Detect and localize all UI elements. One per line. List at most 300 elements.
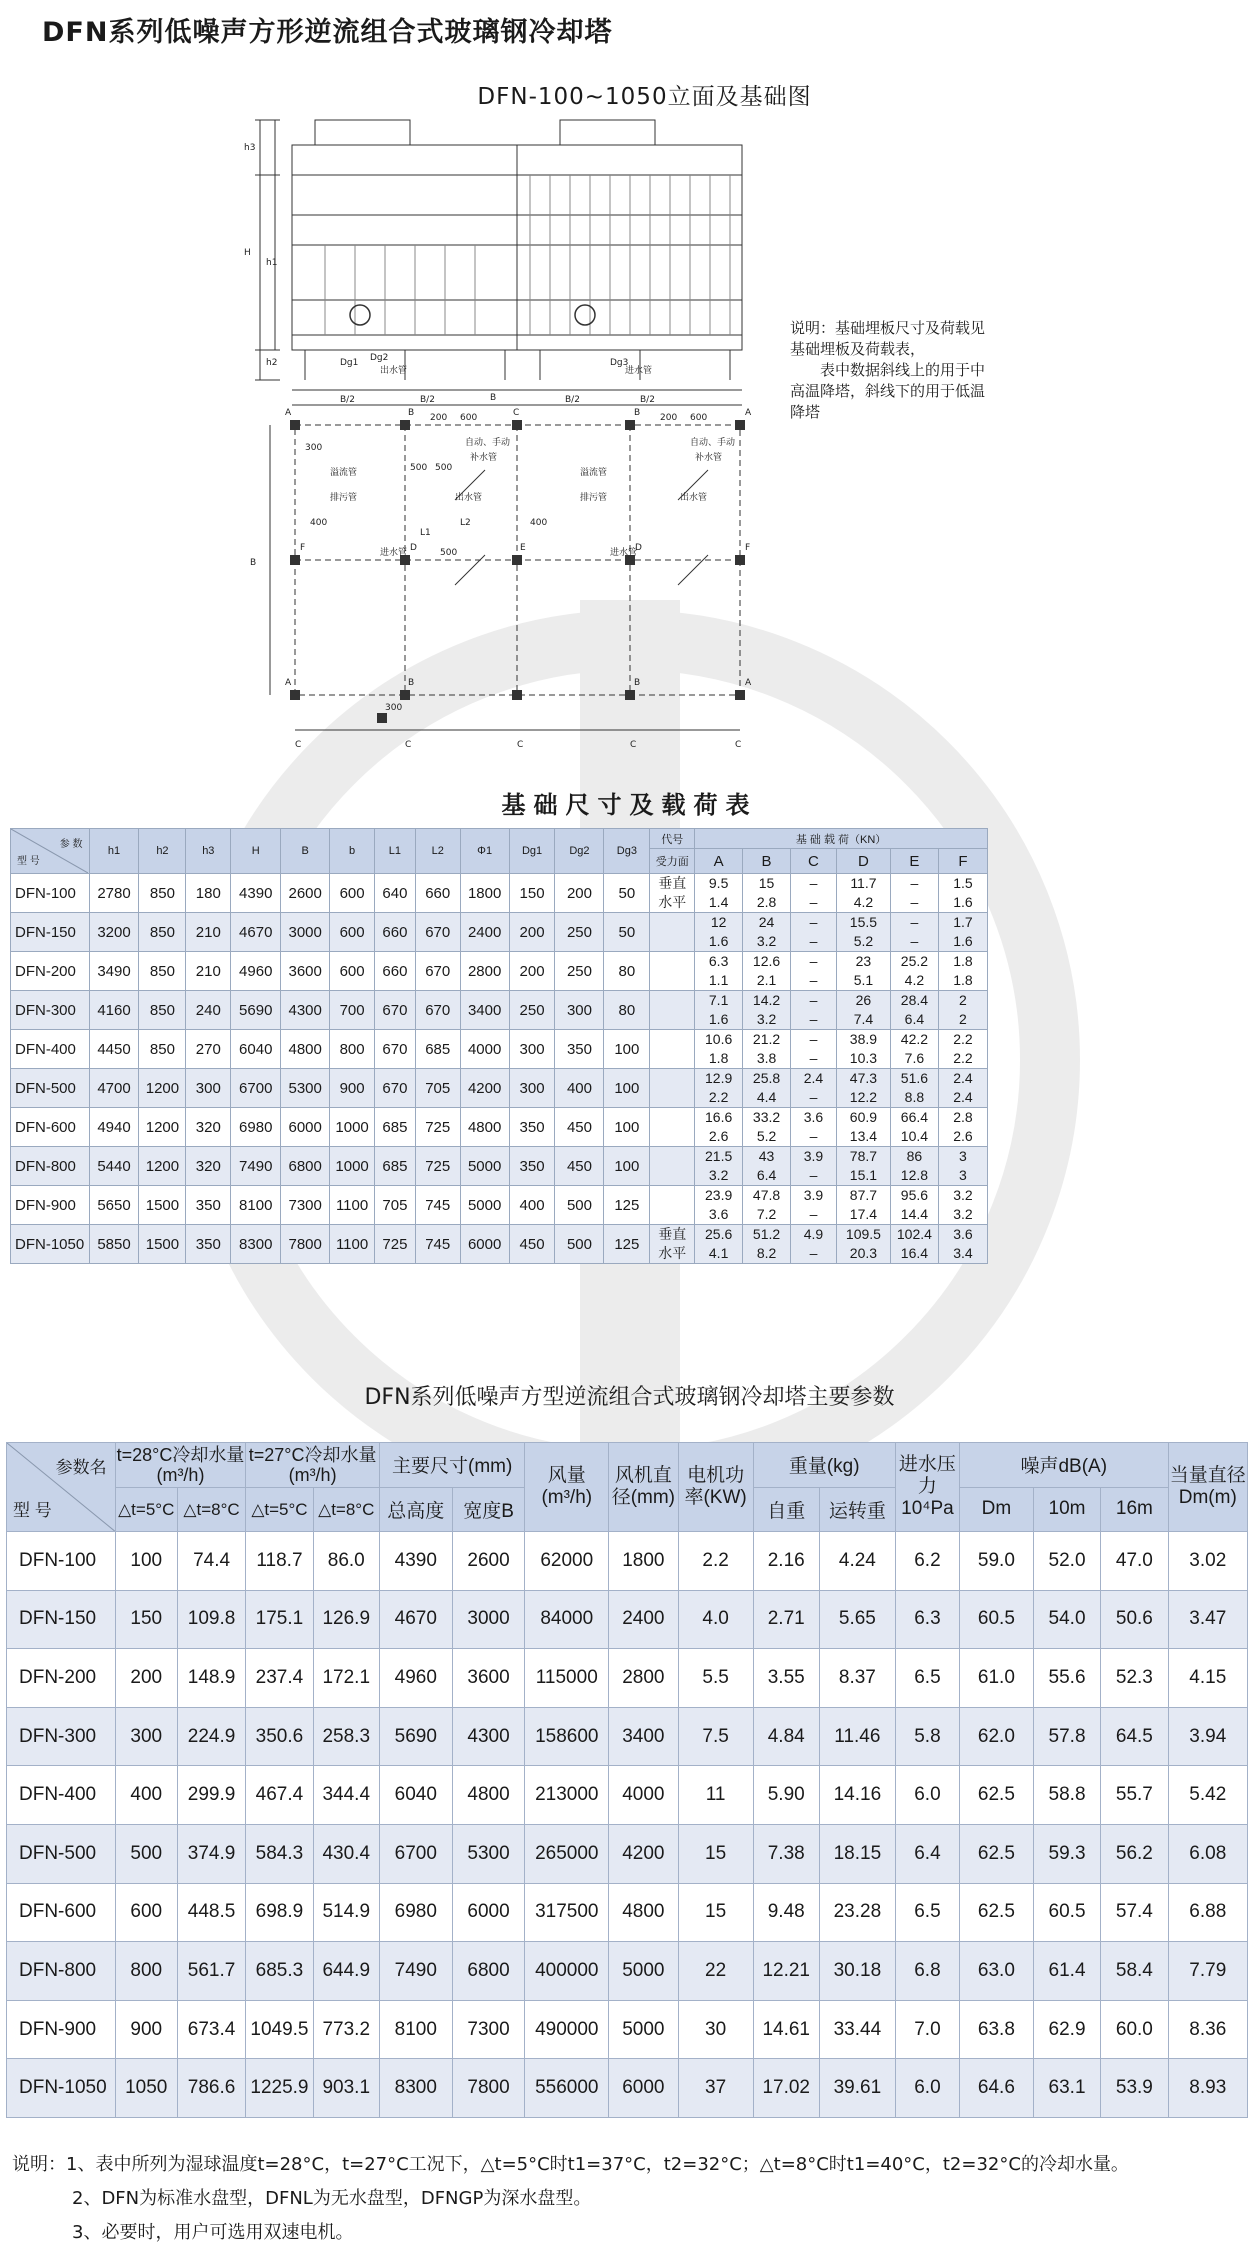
svg-text:F: F <box>300 543 306 553</box>
col-B: B <box>281 829 330 874</box>
value-cell: 63.8 <box>959 2000 1033 2059</box>
value-cell: 2.2 <box>678 1532 753 1591</box>
load-cell: 43 6.4 <box>743 1147 791 1186</box>
value-cell: 54.0 <box>1033 1590 1100 1649</box>
value-cell: 320 <box>186 1108 231 1147</box>
value-cell: 773.2 <box>313 2000 379 2059</box>
load-cell: – – <box>890 913 938 952</box>
value-cell: 6040 <box>379 1766 452 1825</box>
value-cell: 3400 <box>460 991 509 1030</box>
footnote-2: 2、DFN为标准水盘型，DFNL为无水盘型，DFNGP为深水盘型。 <box>72 2188 592 2209</box>
value-cell: 6.88 <box>1168 1883 1247 1942</box>
value-cell: 1100 <box>330 1225 375 1264</box>
value-cell: 52.0 <box>1033 1532 1100 1591</box>
svg-text:C: C <box>630 740 637 750</box>
model-cell: DFN-800 <box>7 1942 116 2001</box>
svg-text:C: C <box>513 408 520 418</box>
drawing-title: DFN-100~1050立面及基础图 <box>477 84 812 110</box>
svg-text:B/2: B/2 <box>640 395 655 405</box>
svg-text:B: B <box>634 678 641 688</box>
table-row <box>7 1766 1248 1825</box>
col-load-header: 基 础 载 荷（KN） <box>695 829 988 849</box>
svg-text:500: 500 <box>440 548 458 558</box>
value-cell: 12.21 <box>753 1942 819 2001</box>
col-t28: t=28°C冷却水量(m³/h) <box>115 1443 246 1488</box>
col-load-C: C <box>791 849 837 874</box>
load-cell: 28.4 6.4 <box>890 991 938 1030</box>
col-t28-dt5: △t=5°C <box>115 1487 177 1532</box>
value-cell: 100 <box>604 1030 650 1069</box>
value-cell: 2.16 <box>753 1532 819 1591</box>
value-cell: 8.37 <box>819 1649 895 1708</box>
value-cell: 3490 <box>89 952 139 991</box>
value-cell: 350 <box>186 1186 231 1225</box>
col-h3: h3 <box>186 829 231 874</box>
col-height: 总高度 <box>379 1487 452 1532</box>
value-cell: 400 <box>115 1766 177 1825</box>
value-cell: 4800 <box>460 1108 509 1147</box>
value-cell: 63.1 <box>1033 2059 1100 2118</box>
value-cell: 600 <box>330 952 375 991</box>
load-cell: 2.4 – <box>791 1069 837 1108</box>
value-cell: 685 <box>375 1147 416 1186</box>
value-cell: 200 <box>509 952 555 991</box>
model-cell: DFN-200 <box>7 1649 116 1708</box>
svg-text:A: A <box>285 408 292 418</box>
svg-text:出水管: 出水管 <box>455 493 483 503</box>
svg-text:400: 400 <box>310 518 328 528</box>
footnotes <box>12 2148 1129 2250</box>
svg-text:D: D <box>635 543 642 553</box>
value-cell: 6000 <box>609 2059 679 2118</box>
col-dg3: Dg3 <box>604 829 650 874</box>
value-cell: 685.3 <box>246 1942 313 2001</box>
model-cell: DFN-1050 <box>7 2059 116 2118</box>
svg-text:500: 500 <box>410 463 428 473</box>
value-cell: 3.47 <box>1168 1590 1247 1649</box>
value-cell: 17.02 <box>753 2059 819 2118</box>
value-cell: 258.3 <box>313 1707 379 1766</box>
force-cell <box>650 1147 695 1186</box>
value-cell: 900 <box>115 2000 177 2059</box>
value-cell: 52.3 <box>1101 1649 1168 1708</box>
col-load-B: B <box>743 849 791 874</box>
svg-text:500: 500 <box>435 463 453 473</box>
load-cell: 25.8 4.4 <box>743 1069 791 1108</box>
value-cell: 265000 <box>525 1824 609 1883</box>
value-cell: 62.9 <box>1033 2000 1100 2059</box>
svg-text:Dg3: Dg3 <box>610 358 629 368</box>
value-cell: 320 <box>186 1147 231 1186</box>
value-cell: 903.1 <box>313 2059 379 2118</box>
value-cell: 430.4 <box>313 1824 379 1883</box>
value-cell: 4300 <box>281 991 330 1030</box>
value-cell: 644.9 <box>313 1942 379 2001</box>
value-cell: 4.15 <box>1168 1649 1247 1708</box>
value-cell: 2600 <box>452 1532 525 1591</box>
value-cell: 148.9 <box>177 1649 245 1708</box>
col-motor: 电机功率(KW) <box>678 1443 753 1532</box>
col-dims: 主要尺寸(mm) <box>379 1443 525 1488</box>
svg-text:自动、手动: 自动、手动 <box>690 438 736 448</box>
load-cell: 6.3 1.1 <box>695 952 743 991</box>
model-cell: DFN-300 <box>11 991 90 1030</box>
col-H: H <box>231 829 281 874</box>
value-cell: 80 <box>604 952 650 991</box>
svg-text:h3: h3 <box>244 143 256 153</box>
table-row <box>11 991 988 1030</box>
value-cell: 786.6 <box>177 2059 245 2118</box>
value-cell: 14.61 <box>753 2000 819 2059</box>
svg-text:H: H <box>244 248 251 258</box>
value-cell: 6000 <box>281 1108 330 1147</box>
model-cell: DFN-900 <box>7 2000 116 2059</box>
load-cell: 21.5 3.2 <box>695 1147 743 1186</box>
value-cell: 7.5 <box>678 1707 753 1766</box>
value-cell: 374.9 <box>177 1824 245 1883</box>
corner-cell: 参 数 型 号 <box>11 829 90 874</box>
value-cell: 350.6 <box>246 1707 313 1766</box>
table-row <box>7 1824 1248 1883</box>
value-cell: 3.02 <box>1168 1532 1247 1591</box>
value-cell: 62000 <box>525 1532 609 1591</box>
value-cell: 670 <box>375 1030 416 1069</box>
value-cell: 4300 <box>452 1707 525 1766</box>
params-corner: 参数名 型 号 <box>7 1443 116 1532</box>
load-cell: – – <box>791 991 837 1030</box>
col-air: 风量(m³/h) <box>525 1443 609 1532</box>
model-cell: DFN-200 <box>11 952 90 991</box>
col-noise: 噪声dB(A) <box>959 1443 1168 1488</box>
col-t27-dt5: △t=5°C <box>246 1487 313 1532</box>
svg-text:补水管: 补水管 <box>470 453 498 463</box>
value-cell: 5.5 <box>678 1649 753 1708</box>
value-cell: 350 <box>186 1225 231 1264</box>
value-cell: 4390 <box>379 1532 452 1591</box>
value-cell: 5690 <box>379 1707 452 1766</box>
value-cell: 660 <box>415 874 460 913</box>
value-cell: 850 <box>139 913 186 952</box>
value-cell: 55.7 <box>1101 1766 1168 1825</box>
value-cell: 725 <box>415 1108 460 1147</box>
value-cell: 4200 <box>460 1069 509 1108</box>
force-cell <box>650 952 695 991</box>
load-cell: 2.4 2.4 <box>938 1069 987 1108</box>
value-cell: 64.5 <box>1101 1707 1168 1766</box>
table-row <box>11 1147 988 1186</box>
col-noise-dm: Dm <box>959 1487 1033 1532</box>
load-cell: 87.7 17.4 <box>836 1186 890 1225</box>
value-cell: 4160 <box>89 991 139 1030</box>
foundation-table-title: 基础尺寸及载荷表 <box>501 791 758 819</box>
svg-text:A: A <box>745 678 752 688</box>
value-cell: 4700 <box>89 1069 139 1108</box>
svg-text:Dg1: Dg1 <box>340 358 359 368</box>
value-cell: 1200 <box>139 1108 186 1147</box>
load-cell: 3.9 – <box>791 1147 837 1186</box>
svg-text:A: A <box>745 408 752 418</box>
svg-text:600: 600 <box>460 413 478 423</box>
svg-text:C: C <box>517 740 524 750</box>
value-cell: 4960 <box>379 1649 452 1708</box>
value-cell: 705 <box>375 1186 416 1225</box>
value-cell: 4960 <box>231 952 281 991</box>
value-cell: 74.4 <box>177 1532 245 1591</box>
value-cell: 6.4 <box>895 1824 959 1883</box>
value-cell: 7.38 <box>753 1824 819 1883</box>
col-load-E: E <box>890 849 938 874</box>
value-cell: 53.9 <box>1101 2059 1168 2118</box>
value-cell: 7.0 <box>895 2000 959 2059</box>
load-cell: 16.6 2.6 <box>695 1108 743 1147</box>
footnote-1: 说明：1、表中所列为湿球温度t=28°C，t=27°C工况下，△t=5°C时t1=37°C，t2=32°C；△t=8°C时t1=40°C，t2=32°C的冷却水量。 <box>12 2154 1129 2175</box>
load-cell: 51.2 8.2 <box>743 1225 791 1264</box>
load-cell: 25.2 4.2 <box>890 952 938 991</box>
value-cell: 600 <box>115 1883 177 1942</box>
value-cell: 50 <box>604 874 650 913</box>
value-cell: 64.6 <box>959 2059 1033 2118</box>
value-cell: 4000 <box>460 1030 509 1069</box>
value-cell: 15 <box>678 1883 753 1942</box>
table-row <box>7 2000 1248 2059</box>
value-cell: 6980 <box>379 1883 452 1942</box>
value-cell: 600 <box>330 913 375 952</box>
value-cell: 59.0 <box>959 1532 1033 1591</box>
col-dg1: Dg1 <box>509 829 555 874</box>
svg-text:出水管: 出水管 <box>380 366 408 376</box>
value-cell: 400 <box>555 1069 604 1108</box>
load-cell: 102.4 16.4 <box>890 1225 938 1264</box>
svg-text:B/2: B/2 <box>340 395 355 405</box>
load-cell: 86 12.8 <box>890 1147 938 1186</box>
value-cell: 500 <box>115 1824 177 1883</box>
footnote-3: 3、必要时，用户可选用双速电机。 <box>72 2222 354 2243</box>
table-row <box>7 1649 1248 1708</box>
value-cell: 344.4 <box>313 1766 379 1825</box>
value-cell: 2400 <box>609 1590 679 1649</box>
load-cell: 23 5.1 <box>836 952 890 991</box>
model-cell: DFN-400 <box>7 1766 116 1825</box>
load-cell: – – <box>791 1030 837 1069</box>
svg-text:进水管: 进水管 <box>380 548 408 558</box>
value-cell: 5440 <box>89 1147 139 1186</box>
value-cell: 4800 <box>609 1883 679 1942</box>
value-cell: 5000 <box>609 2000 679 2059</box>
value-cell: 1100 <box>330 1186 375 1225</box>
value-cell: 6700 <box>379 1824 452 1883</box>
value-cell: 109.8 <box>177 1590 245 1649</box>
value-cell: 3.94 <box>1168 1707 1247 1766</box>
value-cell: 4390 <box>231 874 281 913</box>
value-cell: 6980 <box>231 1108 281 1147</box>
value-cell: 1000 <box>330 1147 375 1186</box>
value-cell: 1200 <box>139 1069 186 1108</box>
value-cell: 300 <box>509 1069 555 1108</box>
value-cell: 200 <box>115 1649 177 1708</box>
value-cell: 8100 <box>231 1186 281 1225</box>
value-cell: 685 <box>415 1030 460 1069</box>
load-cell: 51.6 8.8 <box>890 1069 938 1108</box>
value-cell: 7800 <box>281 1225 330 1264</box>
load-cell: 21.2 3.8 <box>743 1030 791 1069</box>
value-cell: 1800 <box>460 874 509 913</box>
value-cell: 4800 <box>452 1766 525 1825</box>
table-row <box>7 1942 1248 2001</box>
value-cell: 300 <box>509 1030 555 1069</box>
model-cell: DFN-800 <box>11 1147 90 1186</box>
value-cell: 2800 <box>460 952 509 991</box>
col-self-weight: 自重 <box>753 1487 819 1532</box>
model-cell: DFN-100 <box>11 874 90 913</box>
value-cell: 1500 <box>139 1186 186 1225</box>
value-cell: 125 <box>604 1225 650 1264</box>
svg-text:A: A <box>285 678 292 688</box>
value-cell: 561.7 <box>177 1942 245 2001</box>
svg-text:进水管: 进水管 <box>610 548 638 558</box>
value-cell: 556000 <box>525 2059 609 2118</box>
table-row <box>11 1225 988 1264</box>
col-dg2: Dg2 <box>555 829 604 874</box>
load-cell: 47.8 7.2 <box>743 1186 791 1225</box>
col-force: 受力面 <box>650 849 695 874</box>
value-cell: 39.61 <box>819 2059 895 2118</box>
value-cell: 23.28 <box>819 1883 895 1942</box>
value-cell: 250 <box>555 952 604 991</box>
svg-text:D: D <box>410 543 417 553</box>
value-cell: 670 <box>375 1069 416 1108</box>
value-cell: 175.1 <box>246 1590 313 1649</box>
value-cell: 400 <box>509 1186 555 1225</box>
value-cell: 4670 <box>231 913 281 952</box>
value-cell: 250 <box>509 991 555 1030</box>
value-cell: 9.48 <box>753 1883 819 1942</box>
svg-text:Dg2: Dg2 <box>370 353 389 363</box>
value-cell: 450 <box>555 1147 604 1186</box>
load-cell: 3.6 – <box>791 1108 837 1147</box>
svg-text:B: B <box>408 408 415 418</box>
value-cell: 3.55 <box>753 1649 819 1708</box>
params-table-body <box>7 1532 1248 2118</box>
value-cell: 6.08 <box>1168 1824 1247 1883</box>
force-cell <box>650 991 695 1030</box>
value-cell: 30 <box>678 2000 753 2059</box>
load-cell: 10.6 1.8 <box>695 1030 743 1069</box>
value-cell: 514.9 <box>313 1883 379 1942</box>
value-cell: 850 <box>139 991 186 1030</box>
value-cell: 4940 <box>89 1108 139 1147</box>
svg-text:B: B <box>634 408 641 418</box>
value-cell: 4670 <box>379 1590 452 1649</box>
value-cell: 3400 <box>609 1707 679 1766</box>
value-cell: 200 <box>509 913 555 952</box>
value-cell: 317500 <box>525 1883 609 1942</box>
load-cell: 14.2 3.2 <box>743 991 791 1030</box>
load-cell: 4.9 – <box>791 1225 837 1264</box>
value-cell: 400000 <box>525 1942 609 2001</box>
value-cell: 6.3 <box>895 1590 959 1649</box>
table-row <box>11 913 988 952</box>
value-cell: 300 <box>186 1069 231 1108</box>
main-params-table <box>6 1442 1248 2118</box>
value-cell: 37 <box>678 2059 753 2118</box>
value-cell: 7490 <box>231 1147 281 1186</box>
svg-text:自动、手动: 自动、手动 <box>465 438 511 448</box>
value-cell: 660 <box>375 952 416 991</box>
page-title: DFN系列低噪声方形逆流组合式玻璃钢冷却塔 <box>42 17 613 48</box>
value-cell: 55.6 <box>1033 1649 1100 1708</box>
foundation-table-body <box>11 874 988 1264</box>
value-cell: 50 <box>604 913 650 952</box>
col-L2: L2 <box>415 829 460 874</box>
value-cell: 1000 <box>330 1108 375 1147</box>
value-cell: 126.9 <box>313 1590 379 1649</box>
value-cell: 5650 <box>89 1186 139 1225</box>
value-cell: 8300 <box>231 1225 281 1264</box>
col-t27-dt8: △t=8°C <box>313 1487 379 1532</box>
model-cell: DFN-600 <box>7 1883 116 1942</box>
value-cell: 1050 <box>115 2059 177 2118</box>
model-cell: DFN-400 <box>11 1030 90 1069</box>
value-cell: 6000 <box>452 1883 525 1942</box>
svg-text:B/2: B/2 <box>420 395 435 405</box>
table-row <box>11 1069 988 1108</box>
svg-text:L1: L1 <box>420 528 431 538</box>
value-cell: 270 <box>186 1030 231 1069</box>
svg-text:L2: L2 <box>460 518 471 528</box>
load-cell: 33.2 5.2 <box>743 1108 791 1147</box>
col-t27: t=27°C冷却水量(m³/h) <box>246 1443 380 1488</box>
col-width: 宽度B <box>452 1487 525 1532</box>
value-cell: 900 <box>330 1069 375 1108</box>
col-code: 代号 <box>650 829 695 849</box>
value-cell: 213000 <box>525 1766 609 1825</box>
col-load-F: F <box>938 849 987 874</box>
load-cell: 23.9 3.6 <box>695 1186 743 1225</box>
value-cell: 6800 <box>281 1147 330 1186</box>
value-cell: 850 <box>139 874 186 913</box>
value-cell: 467.4 <box>246 1766 313 1825</box>
value-cell: 7300 <box>281 1186 330 1225</box>
col-load-A: A <box>695 849 743 874</box>
value-cell: 2.71 <box>753 1590 819 1649</box>
value-cell: 584.3 <box>246 1824 313 1883</box>
value-cell: 200 <box>555 874 604 913</box>
value-cell: 18.15 <box>819 1824 895 1883</box>
svg-text:F: F <box>745 543 751 553</box>
value-cell: 7800 <box>452 2059 525 2118</box>
value-cell: 33.44 <box>819 2000 895 2059</box>
value-cell: 670 <box>375 991 416 1030</box>
load-cell: 12.6 2.1 <box>743 952 791 991</box>
value-cell: 725 <box>415 1147 460 1186</box>
value-cell: 6.5 <box>895 1883 959 1942</box>
svg-text:300: 300 <box>305 443 323 453</box>
value-cell: 300 <box>115 1707 177 1766</box>
load-cell: 78.7 15.1 <box>836 1147 890 1186</box>
load-cell: 2 2 <box>938 991 987 1030</box>
value-cell: 6800 <box>452 1942 525 2001</box>
value-cell: 7300 <box>452 2000 525 2059</box>
value-cell: 350 <box>509 1108 555 1147</box>
load-cell: 109.5 20.3 <box>836 1225 890 1264</box>
svg-text:300: 300 <box>385 703 403 713</box>
value-cell: 4200 <box>609 1824 679 1883</box>
col-t28-dt8: △t=8°C <box>177 1487 245 1532</box>
value-cell: 700 <box>330 991 375 1030</box>
value-cell: 670 <box>415 913 460 952</box>
value-cell: 1500 <box>139 1225 186 1264</box>
svg-text:600: 600 <box>690 413 708 423</box>
